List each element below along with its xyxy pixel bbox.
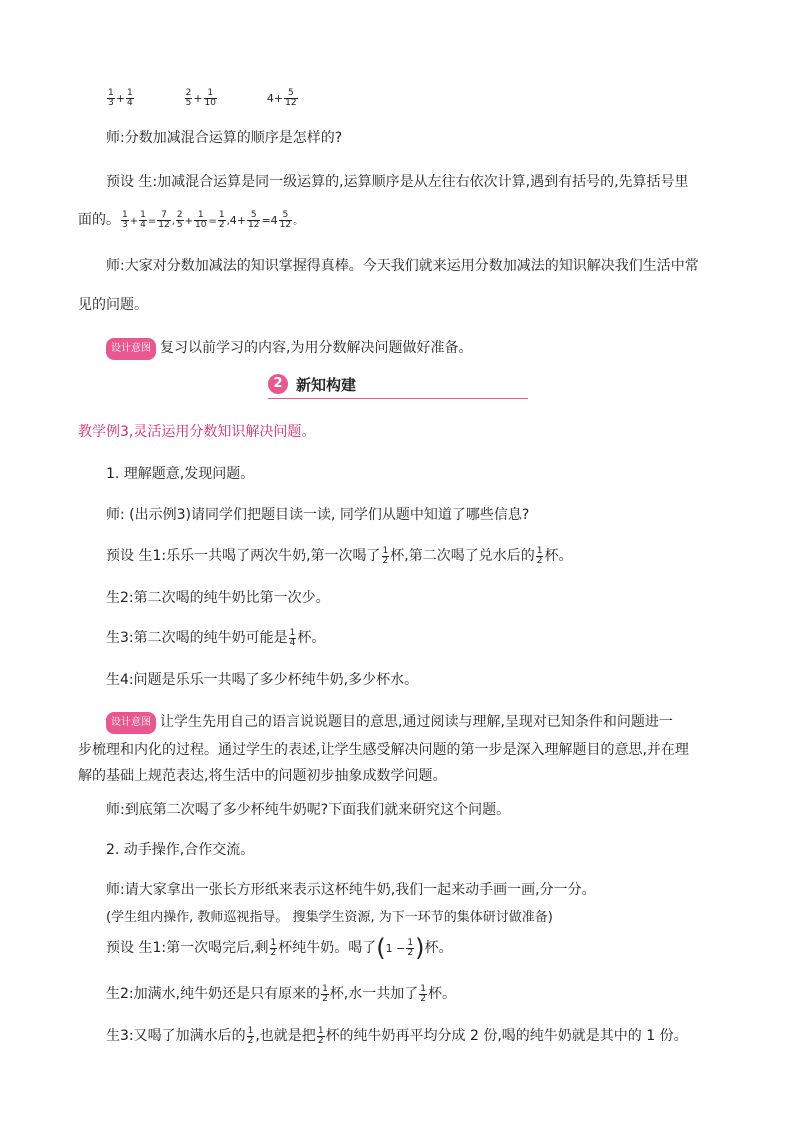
- design-intent-2: 设计意图 让学生先用自己的语言说说题目的意思,通过阅读与理解,呈现对已知条件和问题进一: [106, 712, 673, 734]
- student-2: 生2:第二次喝的纯牛奶比第一次少。: [106, 590, 330, 606]
- example-heading: 教学例3,灵活运用分数知识解决问题。: [78, 424, 316, 440]
- answer-formula-line: 面的。 $\frac{1}{3}$ + $\frac{1}{4}$ = $\frac{7}{12}$ , $\frac{2}{5}$ + $\frac{1}{10}$ = $\frac{1}{2}$ ,4+ $\frac{5}{12}$ =4 $\frac{5}{12}$ 。: [78, 209, 304, 230]
- section-rule: [268, 398, 528, 399]
- step-2: 2. 动手操作,合作交流。: [106, 842, 255, 858]
- teacher-remark-cont: 见的问题。: [78, 297, 148, 313]
- teacher-remark: 师:大家对分数加减法的知识掌握得真棒。今天我们就来运用分数加减法的知识解决我们生活中常: [106, 258, 699, 274]
- teacher-line: 师: (出示例3)请同学们把题目读一读, 同学们从题中知道了哪些信息?: [106, 507, 530, 523]
- fraction: $\frac{1}{3}$: [108, 87, 114, 108]
- design-intent-badge: 设计意图: [106, 338, 156, 360]
- section-header: [268, 370, 528, 400]
- student-4: 生4:问题是乐乐一共喝了多少杯纯牛奶,多少杯水。: [106, 672, 419, 688]
- student-1: 预设 生1:乐乐一共喝了两次牛奶,第一次喝了 $\frac{1}{2}$ 杯,第二次喝了兑水后的 $\frac{1}{2}$ 杯。: [106, 545, 573, 566]
- teacher-line-3: 师:请大家拿出一张长方形纸来表示这杯纯牛奶,我们一起来动手画一画,分一分。: [106, 882, 596, 898]
- answer-line: 预设 生:加减混合运算是同一级运算的,运算顺序是从左往右依次计算,遇到有括号的,先算括号里: [106, 174, 689, 190]
- design-intent-2-line3: 解的基础上规范表达,将生活中的问题初步抽象成数学问题。: [78, 768, 447, 784]
- fraction: $\frac{5}{12}$: [285, 87, 297, 108]
- reply-2: 生2:加满水,纯牛奶还是只有原来的 $\frac{1}{2}$ 杯,水一共加了 $\frac{1}{2}$ 杯。: [106, 983, 456, 1004]
- design-intent-1: 设计意图 复习以前学习的内容,为用分数解决问题做好准备。: [106, 338, 472, 360]
- fraction: $\frac{1}{4}$: [126, 87, 133, 108]
- student-3: 生3:第二次喝的纯牛奶可能是 $\frac{1}{4}$ 杯。: [106, 627, 326, 648]
- fraction: $\frac{2}{5}$: [185, 87, 192, 108]
- activity-note: (学生组内操作, 教师巡视指导。 搜集学生资源, 为下一环节的集体研讨做准备): [106, 910, 553, 925]
- section-number: 2: [268, 374, 288, 394]
- design-intent-2-line2: 步梳理和内化的过程。通过学生的表述,让学生感受解决问题的第一步是深入理解题目的意思,并在理: [78, 742, 689, 758]
- reply-3: 生3:又喝了加满水后的 $\frac{1}{2}$ ,也就是把 $\frac{1}{2}$ 杯的纯牛奶再平均分成 2 份,喝的纯牛奶就是其中的 1 份。: [106, 1025, 688, 1046]
- reply-1: 预设 生1:第一次喝完后,剩 $\frac{1}{2}$ 杯纯牛奶。喝了(1 − $\frac{1}{2}$ )杯。: [106, 934, 453, 962]
- section-title: 新知构建: [296, 376, 357, 394]
- teacher-line-2: 师:到底第二次喝了多少杯纯牛奶呢?下面我们就来研究这个问题。: [106, 802, 511, 818]
- expression-row: $\frac{1}{3}$ + $\frac{1}{4}$ $\frac{2}{5}$ + $\frac{1}{10}$ 4+ $\frac{5}{12}$: [108, 87, 297, 108]
- step-1: 1. 理解题意,发现问题。: [106, 466, 255, 482]
- design-intent-badge: 设计意图: [106, 712, 156, 734]
- fraction: $\frac{1}{10}$: [204, 87, 216, 108]
- teacher-question: 师:分数加减混合运算的顺序是怎样的?: [106, 130, 343, 146]
